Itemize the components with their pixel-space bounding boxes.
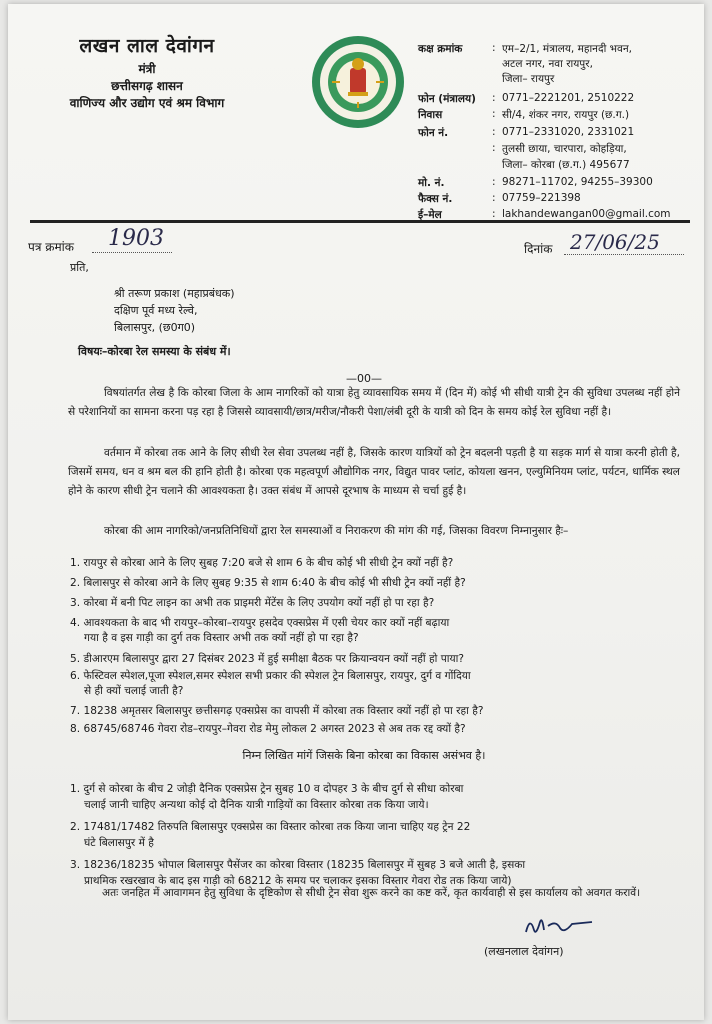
header-divider <box>30 220 690 223</box>
demand-item: 1. दुर्ग से कोरबा के बीच 2 जोड़ी दैनिक एक्सप्रेस ट्रेन सुबह 10 व दोपहर 3 के बीच दुर्ग से सीधा कोरबा <box>70 783 464 795</box>
subject: विषयः–कोरबा रेल समस्या के संबंध में। <box>78 345 231 358</box>
address-line-1: तुलसी छाया, चारपारा, कोहड़िया, <box>502 143 627 155</box>
letter-date: 27/06/25 <box>570 230 660 254</box>
address-line-2: जिला– कोरबा (छ.ग.) 495677 <box>502 159 630 171</box>
demand-item: 3. 18236/18235 भोपाल बिलासपुर पैसेंजर का कोरबा विस्तार (18235 बिलासपुर में सुबह 3 बजे आती है, इसका <box>70 859 526 871</box>
email-label: ई–मेल <box>418 209 442 221</box>
signatory-name: (लखनलाल देवांगन) <box>484 945 564 958</box>
residence: सी/4, शंकर नगर, रायपुर (छ.ग.) <box>502 109 630 121</box>
residence-label: निवास <box>418 109 443 121</box>
government-seal-icon <box>310 34 406 130</box>
paragraph-3: कोरबा की आम नागरिको/जनप्रतिनिधियों द्वारा रेल समस्याओं व निराकरण की मांग की गई, जिसका विवरण निम्नानुसार हैः– <box>104 525 569 537</box>
phone-ministry-label: फोन (मंत्रालय) <box>418 93 476 105</box>
mobile-label: मो. नं. <box>418 177 445 189</box>
fax: 07759–221398 <box>502 192 581 204</box>
date-label: दिनांक <box>524 242 553 256</box>
demand-item: 2. 17481/17482 तिरुपति बिलासपुर एक्सप्रेस का विस्तार कोरबा तक किया जाना चाहिए यह ट्रेन 22 <box>70 821 471 833</box>
office-line-3: जिला– रायपुर <box>502 73 555 85</box>
issue-item: 2. बिलासपुर से कोरबा आने के लिए सुबह 9:35 से शाम 6:40 के बीच कोई भी सीधी ट्रेन क्यों नहीं है? <box>70 577 466 589</box>
phone: 0771–2331020, 2331021 <box>502 126 635 138</box>
recipient-line-3: बिलासपुर, (छ0ग0) <box>114 321 196 334</box>
issue-item: 1. रायपुर से कोरबा आने के लिए सुबह 7:20 बजे से शाम 6 के बीच कोई भी सीधी ट्रेन क्यों नहीं है? <box>70 557 454 569</box>
separator: —00— <box>346 372 382 385</box>
signature-icon <box>522 912 602 942</box>
issue-item: 7. 18238 अमृतसर बिलासपुर छत्तीसगढ़ एक्सप्रेस का वापसी में कोरबा तक विस्तार क्यों नहीं हो पा रहा है? <box>70 705 484 717</box>
paragraph-2: वर्तमान में कोरबा तक आने के लिए सीधी रेल सेवा उपलब्ध नहीं है, जिसके कारण यात्रियों को ट्रेन बदलनी पड़ती है या सड़क मार्ग से यात्रा करनी होती है, जिसमें समय, धन व श्रम बल की हानि होती है। कोरबा एक महत्वपूर्ण औद्योगिक नगर, विद्युत पावर प्लांट, कोयला खनन, एल्युमिनियम प्लांट, पर्यटन, धार्मिक स्थल होने के कारण सीधी ट्रेन चलाने की आवश्यकता है। उक्त संबंध में आपसे दूरभाष के माध्यम से चर्चा हुई है। <box>68 447 680 497</box>
issue-item-cont: से ही क्यों चलाई जाती है? <box>84 685 184 697</box>
issue-item: 6. फेस्टिवल स्पेशल,पूजा स्पेशल,समर स्पेशल सभी प्रकार की स्पेशल ट्रेन बिलासपुर, रायपुर, दुर्ग व गोंदिया <box>70 670 471 682</box>
minister-name: लखन लाल देवांगन <box>79 35 215 57</box>
ref-number: 1903 <box>108 226 164 251</box>
letter-page: लखन लाल देवांगन मंत्री छत्तीसगढ़ शासन वाणिज्य और उद्योग एवं श्रम विभाग कक्ष क्रमांक : एम–2/1, मंत्रालय, महानदी भवन, अटल नगर, नवा रायपुर, जिला– रायपुर फोन (मंत्रालय) : 0771–2221201, 2510222 निवास : सी/4, शंकर नगर, रायपुर (छ.ग.) फोन नं. : 0771–2331020, 2331021 : तुलसी छाया, चारपारा, कोहड़िया, जिला– कोरबा (छ.ग.) 495677 मो. नं. : 98271–11702, 94255–39300 फैक्स नं. : 07759–221398 ई–मेल : lakhandewangan00@gmail.com पत्र क्रमांक 1903 दिनांक 27/06/25 प्रति, श्री तरूण प्रकाश (महाप्रबंधक) दक्षिण पूर्व मध्य रेल्वे, बिलासपुर, (छ0ग0) विषयः–कोरबा रेल समस्या के संबंध में। —00— विषयांतर्गत लेख है कि कोरबा जिला के आम नागरिकों को यात्रा हेतु व्यावसायिक समय में (दिन में) कोई भी सीधी यात्री ट्रेन की सुविधा उपलब्ध नहीं होने से परेशानियों का सामना करना पड़ रहा है जिससे व्यावसायी/छात्र/मरीज/नौकरी पेशा/लंबी दूरी के यात्री को दिन के समय कोई रेल सुविधा नहीं है। वर्तमान में कोरबा तक आने के लिए सीधी रेल सेवा उपलब्ध नहीं है, जिसके कारण यात्रियों को ट्रेन बदलनी पड़ती है या सड़क मार्ग से यात्रा करनी होती है, जिसमें समय, धन व श्रम बल की हानि होती है। कोरबा एक महत्वपूर्ण औद्योगिक नगर, विद्युत पावर प्लांट, कोयला खनन, एल्युमिनियम प्लांट, पर्यटन, धार्मिक स्थल होने के कारण सीधी ट्रेन चलाने की आवश्यकता है। उक्त संबंध में आपसे दूरभाष के माध्यम से चर्चा हुई है। कोरबा की आम नागरिको/जनप्रतिनिधियों द्वारा रेल समस्याओं व निराकरण की मांग की गई, जिसका विवरण निम्नानुसार हैः– 1. रायपुर से कोरबा आने के लिए सुबह 7:20 बजे से शाम 6 के बीच कोई भी सीधी ट्रेन क्यों नहीं है? 2. बिलासपुर से कोरबा आने के लिए सुबह 9:35 से शाम 6:40 के बीच कोई भी सीधी ट्रेन क्यों नहीं है? 3. कोरबा में बनी पिट लाइन का अभी तक प्राइमरी मेंटेंस के लिए उपयोग क्यों नहीं हो पा रहा है? 4. आवश्यकता के बाद भी रायपुर–कोरबा–रायपुर हसदेव एक्सप्रेस में एसी चेयर कार क्यों नहीं बढ़ाया गया है व इस गाड़ी का दुर्ग तक विस्तार अभी तक क्यों नहीं हो पा रहा है? 5. डीआरएम बिलासपुर द्वारा 27 दिसंबर 2023 में हुई समीक्षा बैठक पर क्रियान्वयन क्यों नहीं हो पाया? 6. फेस्टिवल स्पेशल,पूजा स्पेशल,समर स्पेशल सभी प्रकार की स्पेशल ट्रेन बिलासपुर, रायपुर, दुर्ग व गोंदिया से ही क्यों चलाई जाती है? 7. 18238 अमृतसर बिलासपुर छत्तीसगढ़ एक्सप्रेस का वापसी में कोरबा तक विस्तार क्यों नहीं हो पा रहा है? 8. 68745/68746 गेवरा रोड–रायपुर–गेवरा रोड मेमु लोकल 2 अगस्त 2023 से अब तक रद्द क्यों है? निम्न लिखित मांगें जिसके बिना कोरबा का विकास असंभव है। 1. दुर्ग से कोरबा के बीच 2 जोड़ी दैनिक एक्सप्रेस ट्रेन सुबह 10 व दोपहर 3 के बीच दुर्ग से सीधा कोरबा चलाई जानी चाहिए अन्यथा कोई दो दैनिक यात्री गाड़ियों का विस्तार कोरबा तक किया जाये। 2. 17481/17482 तिरुपति बिलासपुर एक्सप्रेस का विस्तार कोरबा तक किया जाना चाहिए यह ट्रेन 22 घंटे बिलासपुर में है 3. 18236/18235 भोपाल बिलासपुर पैसेंजर का कोरबा विस्तार (18235 बिलासपुर में सुबह 3 बजे आती है, इसका प्राथमिक रखरखाव के बाद इस गाड़ी को 68212 के समय पर चलाकर इसका विस्तार गेवरा रोड तक किया जाये) अतः जनहित में आवागमन हेतु सुविधा के दृष्टिकोण से सीधी ट्रेन सेवा शुरू करने का कष्ट करें, कृत कार्यवाही से इस कार्यालय को अवगत करावें। (लखनलाल देवांगन) <box>8 4 704 1020</box>
office-line-2: अटल नगर, नवा रायपुर, <box>502 58 593 70</box>
issue-item: 5. डीआरएम बिलासपुर द्वारा 27 दिसंबर 2023 में हुई समीक्षा बैठक पर क्रियान्वयन क्यों नहीं हो पाया? <box>70 653 464 665</box>
office-line-1: एम–2/1, मंत्रालय, महानदी भवन, <box>502 43 633 55</box>
demand-item-cont: प्राथमिक रखरखाव के बाद इस गाड़ी को 68212 के समय पर चलाकर इसका विस्तार गेवरा रोड तक किया जाये) <box>84 875 512 887</box>
issue-item: 4. आवश्यकता के बाद भी रायपुर–कोरबा–रायपुर हसदेव एक्सप्रेस में एसी चेयर कार क्यों नहीं बढ़ाया <box>70 617 450 629</box>
recipient-line-1: श्री तरूण प्रकाश (महाप्रबंधक) <box>114 287 235 300</box>
government-name: छत्तीसगढ़ शासन <box>111 79 183 93</box>
fax-label: फैक्स नं. <box>418 193 453 205</box>
issue-item: 8. 68745/68746 गेवरा रोड–रायपुर–गेवरा रोड मेमु लोकल 2 अगस्त 2023 से अब तक रद्द क्यों है? <box>70 723 466 735</box>
recipient-line-2: दक्षिण पूर्व मध्य रेल्वे, <box>114 304 198 317</box>
email: lakhandewangan00@gmail.com <box>502 208 671 220</box>
minister-role: मंत्री <box>138 62 156 76</box>
prati: प्रति, <box>70 261 89 274</box>
department-name: वाणिज्य और उद्योग एवं श्रम विभाग <box>69 96 225 110</box>
issue-item: 3. कोरबा में बनी पिट लाइन का अभी तक प्राइमरी मेंटेंस के लिए उपयोग क्यों नहीं हो पा रहा है? <box>70 597 435 609</box>
paragraph-1: विषयांतर्गत लेख है कि कोरबा जिला के आम नागरिकों को यात्रा हेतु व्यावसायिक समय में (दिन में) कोई भी सीधी यात्री ट्रेन की सुविधा उपलब्ध नहीं होने से परेशानियों का सामना करना पड़ रहा है जिससे व्यावसायी/छात्र/मरीज/नौकरी पेशा/लंबी दूरी के यात्री को दिन के समय कोई रेल सुविधा नहीं है। <box>68 387 680 418</box>
closing-paragraph: अतः जनहित में आवागमन हेतु सुविधा के दृष्टिकोण से सीधी ट्रेन सेवा शुरू करने का कष्ट करें, कृत कार्यवाही से इस कार्यालय को अवगत करावें। <box>102 887 641 899</box>
demand-item-cont: चलाई जानी चाहिए अन्यथा कोई दो दैनिक यात्री गाड़ियों का विस्तार कोरबा तक किया जाये। <box>84 799 429 811</box>
demand-item-cont: घंटे बिलासपुर में है <box>84 837 154 849</box>
phone-ministry: 0771–2221201, 2510222 <box>502 92 635 104</box>
ref-label: पत्र क्रमांक <box>28 240 74 254</box>
phone-label: फोन नं. <box>418 127 449 139</box>
issue-item-cont: गया है व इस गाड़ी का दुर्ग तक विस्तार अभी तक क्यों नहीं हो पा रहा है? <box>84 632 359 644</box>
office-label: कक्ष क्रमांक <box>418 43 463 55</box>
mobile: 98271–11702, 94255–39300 <box>502 176 653 188</box>
demands-heading: निम्न लिखित मांगें जिसके बिना कोरबा का विकास असंभव है। <box>242 749 486 762</box>
